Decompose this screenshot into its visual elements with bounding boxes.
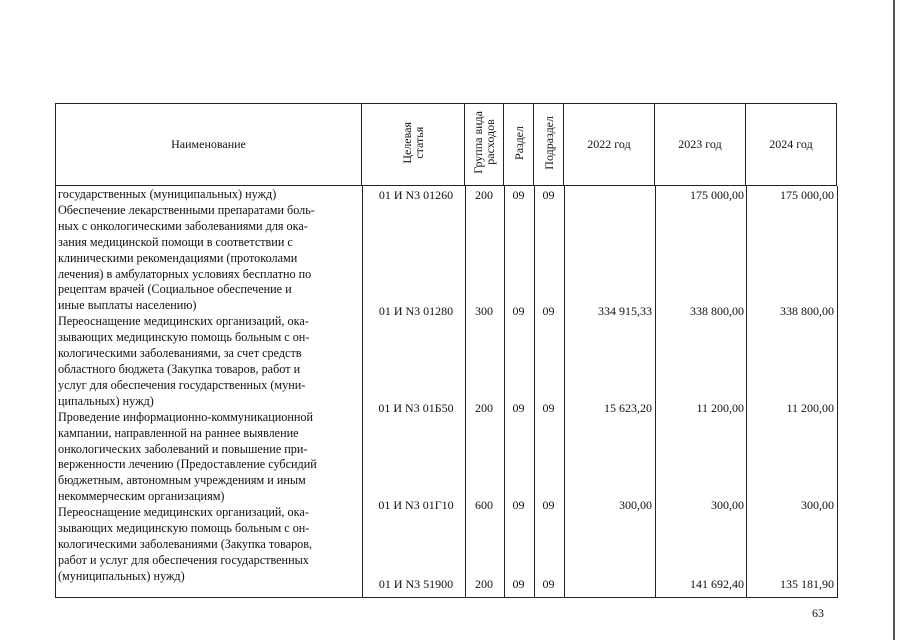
subsection-cell: 09 xyxy=(542,304,555,318)
target-article-cell: 01 И N3 01Г10 xyxy=(378,498,454,512)
amount-2023-cell: 338 800,00 xyxy=(690,304,744,318)
row-name-line: областного бюджета (Закупка товаров, работ и xyxy=(58,361,301,376)
expense-group-cell: 200 xyxy=(475,401,493,415)
row-name-line: некоммерческим организациям) xyxy=(58,489,225,504)
amount-2023-cell: 300,00 xyxy=(711,498,744,512)
table-body xyxy=(55,186,838,598)
subsection-cell: 09 xyxy=(542,188,555,202)
target-article-cell: 01 И N3 51900 xyxy=(378,577,454,591)
target-article-cell: 01 И N3 01280 xyxy=(378,304,454,318)
header-section: Раздел xyxy=(504,104,534,186)
page-edge-line xyxy=(893,0,895,640)
table-header xyxy=(55,103,837,186)
target-article-cell: 01 И N3 01Б50 xyxy=(378,401,454,415)
section-cell: 09 xyxy=(512,577,525,591)
column-divider xyxy=(362,186,363,597)
header-year-2024: 2024 год xyxy=(746,104,837,186)
row-name-line: бюджетным, автономным учреждениям и иным xyxy=(58,473,306,488)
row-name-line: иные выплаты населению) xyxy=(58,298,197,313)
row-name-line: государственных (муниципальных) нужд) xyxy=(58,187,277,201)
row-name-line: кологическими заболеваниями (Закупка товаров, xyxy=(58,536,313,551)
column-divider xyxy=(465,186,466,597)
amount-2023-cell: 141 692,40 xyxy=(690,577,744,591)
row-name-line: лечения) в амбулаторных условиях бесплатно по xyxy=(58,266,312,281)
section-cell: 09 xyxy=(512,304,525,318)
target-article-cell: 01 И N3 01260 xyxy=(378,188,454,202)
row-name-line: работ и услуг для обеспечения государственных xyxy=(58,552,309,567)
row-name-line: ных с онкологическими заболеваниями для ока- xyxy=(58,218,308,233)
row-name-line: зывающих медицинскую помощь больным с он- xyxy=(58,521,310,536)
amount-2024-cell: 11 200,00 xyxy=(786,401,834,415)
subsection-cell: 09 xyxy=(542,401,555,415)
amount-2024-cell: 135 181,90 xyxy=(780,577,834,591)
row-name-line: услуг для обеспечения государственных (муни- xyxy=(58,377,306,392)
column-divider xyxy=(564,186,565,597)
row-name-line: Проведение информационно-коммуникационной xyxy=(58,409,314,424)
amount-2022-cell: 334 915,33 xyxy=(598,304,652,318)
row-name-line: зания медицинской помощи в соответствии с xyxy=(58,234,293,249)
row-name-line: рецептам врачей (Социальное обеспечение и xyxy=(58,282,292,297)
table-row xyxy=(56,187,837,203)
header-name: Наименование xyxy=(56,104,362,186)
table-row xyxy=(56,303,837,319)
row-name-line: верженности лечению (Предоставление субсидий xyxy=(58,457,317,472)
amount-2023-cell: 175 000,00 xyxy=(690,188,744,202)
column-divider xyxy=(746,186,747,597)
amount-2024-cell: 175 000,00 xyxy=(780,188,834,202)
row-name-line: Переоснащение медицинских организаций, ока- xyxy=(58,314,309,329)
table-row xyxy=(56,400,837,416)
expense-group-cell: 300 xyxy=(475,304,493,318)
row-name-line: кампании, направленной на раннее выявление xyxy=(58,425,299,440)
header-target-article: Целевая статья xyxy=(362,104,465,186)
row-name-line: кологическими заболеваниями, за счет средств xyxy=(58,346,302,361)
amount-2022-cell: 300,00 xyxy=(619,498,652,512)
header-subsection: Подраздел xyxy=(534,104,564,186)
subsection-cell: 09 xyxy=(542,577,555,591)
row-name-line: ципальных) нужд) xyxy=(58,393,154,408)
amount-2024-cell: 338 800,00 xyxy=(780,304,834,318)
table-row xyxy=(56,497,837,513)
name-column-text xyxy=(58,187,358,585)
section-cell: 09 xyxy=(512,188,525,202)
row-name-line: Обеспечение лекарственными препаратами боль- xyxy=(58,202,315,217)
amount-2024-cell: 300,00 xyxy=(801,498,834,512)
row-name-line: Переоснащение медицинских организаций, ока- xyxy=(58,505,309,520)
expense-group-cell: 600 xyxy=(475,498,493,512)
section-cell: 09 xyxy=(512,498,525,512)
header-expense-group: Группа вида расходов xyxy=(465,104,504,186)
amount-2023-cell: 11 200,00 xyxy=(696,401,744,415)
section-cell: 09 xyxy=(512,401,525,415)
expense-group-cell: 200 xyxy=(475,188,493,202)
table-row xyxy=(56,576,837,592)
row-name-line: (муниципальных) нужд) xyxy=(58,568,185,583)
amount-2022-cell: 15 623,20 xyxy=(604,401,652,415)
header-year-2023: 2023 год xyxy=(655,104,746,186)
column-divider xyxy=(534,186,535,597)
header-year-2022: 2022 год xyxy=(564,104,655,186)
subsection-cell: 09 xyxy=(542,498,555,512)
row-name-line: клиническими рекомендациями (протоколами xyxy=(58,250,298,265)
page-number: 63 xyxy=(812,606,824,620)
expense-group-cell: 200 xyxy=(475,577,493,591)
row-name-line: зывающих медицинскую помощь больным с он- xyxy=(58,330,310,345)
column-divider xyxy=(655,186,656,597)
row-name-line: онкологических заболеваний и повышение при- xyxy=(58,441,308,456)
column-divider xyxy=(504,186,505,597)
